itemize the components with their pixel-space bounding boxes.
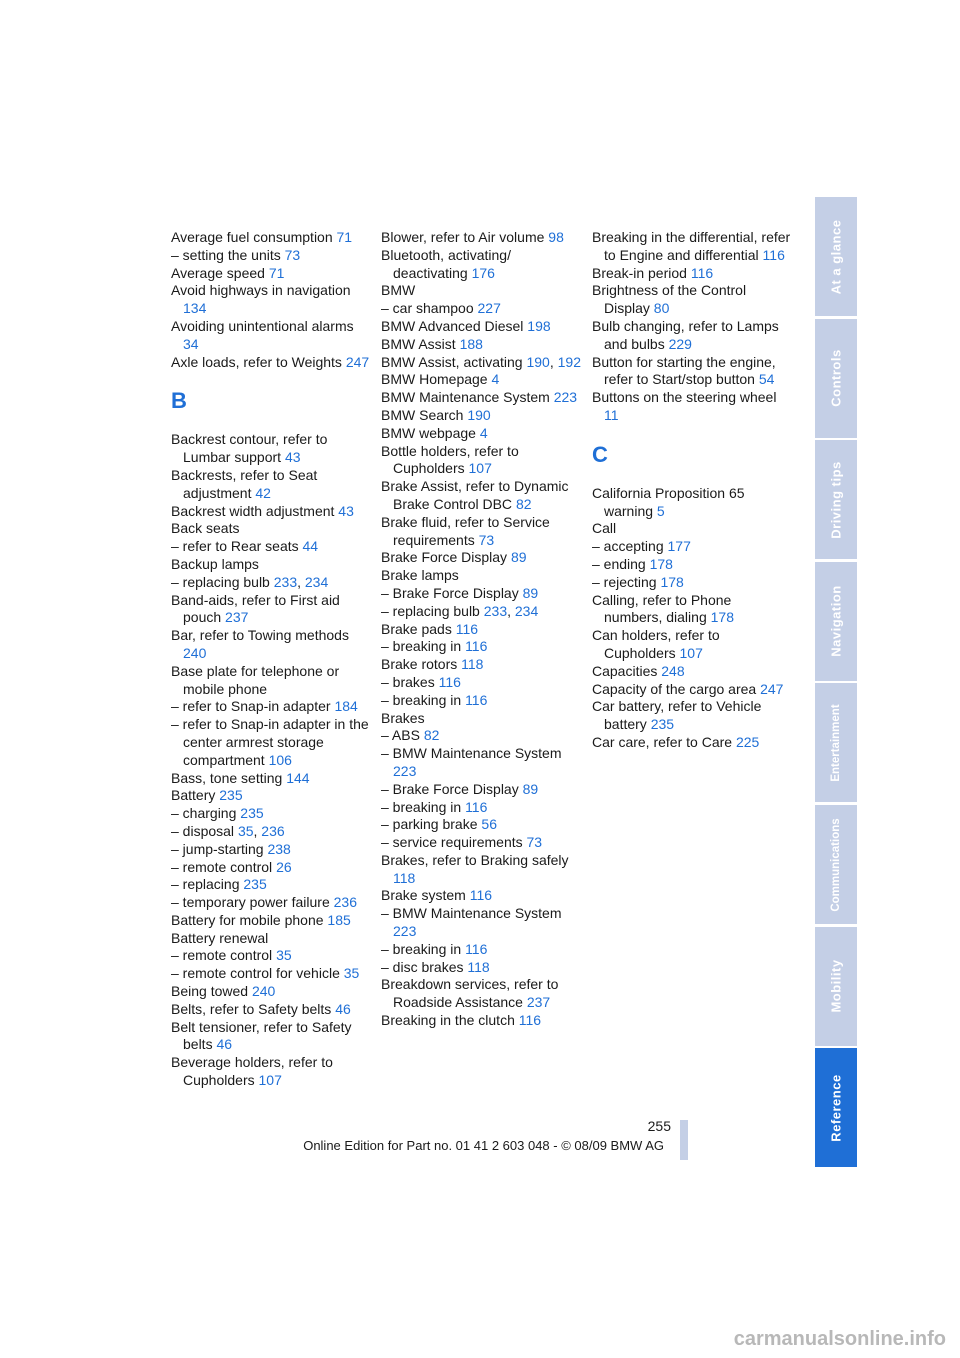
sidebar-tab-entertainment[interactable] xyxy=(815,683,857,802)
page-ref-link[interactable]: 107 xyxy=(468,460,492,477)
index-entry-text: – parking brake xyxy=(381,816,478,833)
page-ref-link[interactable]: 198 xyxy=(527,317,551,334)
index-entry xyxy=(171,930,371,948)
index-entry-text: Bluetooth, activating/ deactivating xyxy=(381,246,511,281)
index-entry xyxy=(381,745,581,781)
index-entry-text: Avoid highways in navigation xyxy=(171,282,351,299)
index-entry xyxy=(171,431,371,467)
index-entry xyxy=(171,592,371,628)
index-entry-text: Breaking in the clutch xyxy=(381,1012,515,1029)
index-entry-text: Axle loads, refer to Weights xyxy=(171,353,342,370)
page-ref-link[interactable]: 4 xyxy=(479,424,488,441)
index-entry xyxy=(592,698,792,734)
index-entry xyxy=(171,698,371,716)
index-entry xyxy=(171,520,371,538)
index-entry-text: BMW Advanced Diesel xyxy=(381,317,524,334)
page-ref-link[interactable]: 236 xyxy=(261,822,285,839)
index-entry xyxy=(381,389,581,407)
index-entry-text: BMW Assist xyxy=(381,335,456,352)
index-entry-text: Brake lamps xyxy=(381,567,459,584)
page-ref-link[interactable]: 192 xyxy=(557,353,581,370)
index-entry xyxy=(381,941,581,959)
index-entry xyxy=(381,852,581,888)
index-entry-text: Backup lamps xyxy=(171,555,259,572)
index-entry xyxy=(592,556,792,574)
page-ref-link[interactable]: 236 xyxy=(333,894,357,911)
page-ref-separator: , xyxy=(507,602,515,619)
page-ref-link[interactable]: 178 xyxy=(710,609,734,626)
index-entry-text: Car care, refer to Care xyxy=(592,733,733,750)
index-entry xyxy=(381,816,581,834)
sidebar-tab-at-a-glance[interactable] xyxy=(815,197,857,316)
index-entry xyxy=(171,556,371,574)
index-entry xyxy=(592,592,792,628)
index-entry xyxy=(171,770,371,788)
index-entry-text: Battery xyxy=(171,787,216,804)
index-entry-text: Average fuel consumption xyxy=(171,229,333,245)
page-ref-link[interactable]: 82 xyxy=(515,495,532,512)
index-entry-text: Car battery, refer to Vehicle battery xyxy=(592,698,762,733)
index-entry-text: Bulb changing, refer to Lamps and bulbs xyxy=(592,317,779,352)
sidebar-tab-communications[interactable] xyxy=(815,805,857,924)
index-entry-text: – BMW Maintenance System xyxy=(381,905,562,922)
index-entry-text: Band-aids, refer to First aid pouch xyxy=(171,591,340,626)
index-entry xyxy=(381,727,581,745)
page-ref-link[interactable]: 238 xyxy=(267,840,291,857)
index-entry-text: Brake fluid, refer to Service requirements xyxy=(381,513,550,548)
page-ref-link[interactable]: 116 xyxy=(455,620,479,637)
page-ref-link[interactable]: 185 xyxy=(327,911,351,928)
index-entry-text: Brake Assist, refer to Dynamic Brake Control DBC xyxy=(381,478,569,512)
index-entry xyxy=(592,663,792,681)
page-ref-link[interactable]: 44 xyxy=(302,538,319,555)
index-entry xyxy=(381,674,581,692)
index-entry xyxy=(592,485,792,521)
page-ref-link[interactable]: 46 xyxy=(216,1036,233,1053)
index-entry-text: Avoiding unintentional alarms xyxy=(171,317,354,334)
index-entry xyxy=(592,681,792,699)
index-entry xyxy=(171,805,371,823)
index-entry xyxy=(171,716,371,769)
index-entry-text: Brightness of the Control Display xyxy=(592,282,747,317)
index-entry-text: Break-in period xyxy=(592,264,687,281)
page-ref-link[interactable]: 98 xyxy=(548,229,564,245)
page-ref-link[interactable]: 73 xyxy=(284,246,301,263)
index-entry xyxy=(592,627,792,663)
page-ref-link[interactable]: 237 xyxy=(225,609,249,626)
index-entry xyxy=(592,282,792,318)
index-entry xyxy=(592,389,792,425)
index-entry-text: – setting the units xyxy=(171,246,281,263)
index-entry-text: – remote control for vehicle xyxy=(171,965,340,982)
index-entry-text: – jump-starting xyxy=(171,840,264,857)
page-ref-link[interactable]: 42 xyxy=(255,484,271,501)
index-entry xyxy=(381,354,581,372)
index-letter-heading: C xyxy=(592,441,608,467)
page-ref-link[interactable]: 89 xyxy=(510,549,527,566)
page-ref-link[interactable]: 26 xyxy=(276,858,292,875)
index-entry xyxy=(592,574,792,592)
index-entry xyxy=(171,983,371,1001)
page-ref-link[interactable]: 71 xyxy=(268,264,285,281)
index-entry-text: – accepting xyxy=(592,538,664,555)
page-ref-link[interactable]: 237 xyxy=(526,994,551,1011)
index-entry-text: Battery for mobile phone xyxy=(171,911,324,928)
page-ref-link[interactable]: 4 xyxy=(491,371,500,388)
page-number-bar xyxy=(680,1120,688,1160)
sidebar-tab-label: Driving tips xyxy=(828,460,844,539)
sidebar-tab-navigation[interactable] xyxy=(815,562,857,681)
page-ref-link[interactable]: 43 xyxy=(338,502,354,519)
index-entry-text: – car shampoo xyxy=(381,300,474,317)
index-entry-text: Call xyxy=(592,520,617,537)
index-entry xyxy=(381,549,581,567)
page-ref-link[interactable]: 247 xyxy=(345,353,370,370)
index-entry xyxy=(171,1019,371,1055)
index-entry-text: – BMW Maintenance System xyxy=(381,745,562,762)
page-ref-link[interactable]: 54 xyxy=(758,371,775,388)
index-entry-text: Belt tensioner, refer to Safety belts xyxy=(171,1018,352,1053)
index-entry xyxy=(381,318,581,336)
page-ref-link[interactable]: 235 xyxy=(243,876,267,893)
index-entry xyxy=(171,282,371,318)
index-entry xyxy=(381,656,581,674)
page-ref-link[interactable]: 71 xyxy=(336,229,353,245)
page-ref-link[interactable]: 190 xyxy=(467,406,491,423)
index-entry-text: California Proposition 65 warning xyxy=(592,484,745,519)
index-entry xyxy=(381,638,581,656)
chapter-sidebar xyxy=(815,197,857,1160)
index-entry-text: Being towed xyxy=(171,983,249,1000)
index-entry-text: Brakes, refer to Braking safely xyxy=(381,851,569,868)
index-entry xyxy=(381,567,581,585)
page-ref-link[interactable]: 234 xyxy=(304,573,329,590)
sidebar-tab-label: Navigation xyxy=(828,585,844,658)
page-ref-link[interactable]: 247 xyxy=(760,680,784,697)
index-entry-text: – replacing bulb xyxy=(381,602,480,619)
page-ref-link[interactable]: 43 xyxy=(284,449,301,466)
page-ref-link[interactable]: 116 xyxy=(465,691,488,708)
page-ref-link[interactable]: 116 xyxy=(465,798,488,815)
sidebar-tab-label: At a glance xyxy=(828,219,844,294)
index-entry xyxy=(592,538,792,556)
index-entry xyxy=(381,247,581,283)
index-entry-text: – refer to Rear seats xyxy=(171,538,299,555)
index-entry xyxy=(171,503,371,521)
index-entry-text: Calling, refer to Phone numbers, dialing xyxy=(592,591,732,626)
page-ref-link[interactable]: 233 xyxy=(273,573,298,590)
sidebar-tab-reference[interactable] xyxy=(815,1048,857,1167)
page-ref-link[interactable]: 240 xyxy=(183,644,207,661)
index-entry-text: BMW Assist, activating xyxy=(381,353,523,370)
index-column-2 xyxy=(381,229,581,1030)
page-ref-link[interactable]: 188 xyxy=(459,335,483,352)
page-ref-link[interactable]: 223 xyxy=(393,923,417,940)
index-entry-text: – rejecting xyxy=(592,573,657,590)
index-entry xyxy=(171,1001,371,1019)
index-entry xyxy=(171,467,371,503)
page-ref-link[interactable]: 34 xyxy=(183,335,199,352)
index-entry-text: – breaking in xyxy=(381,940,462,957)
index-entry-text: Beverage holders, refer to Cupholders xyxy=(171,1054,333,1089)
index-entry xyxy=(381,710,581,728)
page-ref-link[interactable]: 234 xyxy=(514,602,539,619)
index-entry xyxy=(381,425,581,443)
index-entry xyxy=(381,905,581,941)
index-entry xyxy=(592,265,792,283)
index-entry-text: – remote control xyxy=(171,947,273,964)
index-entry-text: Back seats xyxy=(171,520,240,537)
index-entry-text: Brake system xyxy=(381,887,466,904)
index-entry xyxy=(171,354,371,372)
page-number: 255 xyxy=(647,1118,671,1134)
sidebar-tab-label: Communications xyxy=(830,817,842,912)
index-entry-text: Brake Force Display xyxy=(381,549,508,566)
index-entry-text: BMW Search xyxy=(381,406,464,423)
sidebar-tab-label: Entertainment xyxy=(830,704,842,782)
page-ref-link[interactable]: 35 xyxy=(237,822,254,839)
index-entry-text: – remote control xyxy=(171,858,273,875)
index-entry xyxy=(381,229,581,247)
index-entry xyxy=(381,887,581,905)
sidebar-tab-label: Mobility xyxy=(828,959,844,1013)
page-ref-link[interactable]: 227 xyxy=(477,300,501,317)
index-entry-text: BMW Maintenance System xyxy=(381,389,550,406)
index-entry xyxy=(381,621,581,639)
page-ref-link[interactable]: 144 xyxy=(286,769,310,786)
page-ref-separator: , xyxy=(549,353,558,370)
index-entry xyxy=(171,947,371,965)
page-ref-link[interactable]: 106 xyxy=(268,751,292,768)
page-ref-link[interactable]: 229 xyxy=(668,335,692,352)
page-ref-link[interactable]: 235 xyxy=(650,716,675,733)
index-entry xyxy=(381,371,581,389)
page-ref-link[interactable]: 176 xyxy=(471,264,495,281)
index-letter-heading: B xyxy=(171,388,187,414)
index-entry-text: Bottle holders, refer to Cupholders xyxy=(381,442,519,477)
index-entry xyxy=(171,859,371,877)
index-entry-text: – replacing bulb xyxy=(171,573,270,590)
page-ref-link[interactable]: 73 xyxy=(478,531,495,548)
index-entry-text: Brake pads xyxy=(381,620,452,637)
index-entry xyxy=(381,603,581,621)
index-entry-text: – service requirements xyxy=(381,834,523,851)
index-entry xyxy=(171,965,371,983)
index-entry xyxy=(171,318,371,354)
index-entry-text: Breaking in the differential, refer to Engine and differential xyxy=(592,229,791,263)
index-entry xyxy=(381,692,581,710)
index-entry-text: Backrests, refer to Seat adjustment xyxy=(171,466,318,501)
index-entry-text: Breakdown services, refer to Roadside Assistance xyxy=(381,976,559,1011)
index-entry xyxy=(381,514,581,550)
page-ref-link[interactable]: 73 xyxy=(526,834,543,851)
index-entry xyxy=(381,300,581,318)
index-entry xyxy=(381,959,581,977)
index-entry xyxy=(381,282,581,300)
page-ref-link[interactable]: 178 xyxy=(660,573,684,590)
page-ref-link[interactable]: 82 xyxy=(423,727,440,744)
index-entry xyxy=(592,318,792,354)
index-entry-text: Can holders, refer to Cupholders xyxy=(592,627,720,661)
index-entry-text: – breaking in xyxy=(381,798,462,815)
index-entry xyxy=(171,823,371,841)
index-entry-text: Buttons on the steering wheel xyxy=(592,389,777,406)
index-entry-text: – breaking in xyxy=(381,691,462,708)
index-entry xyxy=(381,781,581,799)
page-ref-link[interactable]: 89 xyxy=(522,584,539,601)
index-entry xyxy=(592,354,792,390)
index-entry-text: Brake rotors xyxy=(381,656,458,673)
page-ref-link[interactable]: 107 xyxy=(258,1072,282,1089)
sidebar-tab-label: Reference xyxy=(828,1074,844,1142)
index-entry-text: Bass, tone setting xyxy=(171,769,283,786)
index-entry-text: – disposal xyxy=(171,822,235,839)
sidebar-tab-mobility[interactable] xyxy=(815,927,857,1046)
page-ref-link[interactable]: 116 xyxy=(762,246,785,263)
index-entry xyxy=(171,627,371,663)
page-ref-link[interactable]: 116 xyxy=(465,638,488,655)
page-ref-link[interactable]: 235 xyxy=(219,787,243,804)
page-ref-link[interactable]: 118 xyxy=(461,656,484,673)
index-entry-text: – ending xyxy=(592,555,646,572)
index-entry-text: BMW webpage xyxy=(381,424,476,441)
page-ref-link[interactable]: 107 xyxy=(679,644,703,661)
page-ref-link[interactable]: 89 xyxy=(522,780,539,797)
index-entry-text: – refer to Snap-in adapter in the center armrest storage compartment xyxy=(171,716,369,768)
page-ref-link[interactable]: 177 xyxy=(667,538,691,555)
index-entry-text: Blower, refer to Air volume xyxy=(381,229,545,245)
sidebar-tab-controls[interactable] xyxy=(815,319,857,438)
index-entry xyxy=(171,787,371,805)
index-entry-text: Button for starting the engine, refer to Start/stop button xyxy=(592,353,776,388)
index-column-3 xyxy=(592,229,792,752)
index-column-1 xyxy=(171,229,371,1090)
index-entry xyxy=(171,247,371,265)
page-ref-link[interactable]: 118 xyxy=(467,958,490,975)
index-entry-text: – disc brakes xyxy=(381,958,464,975)
page-ref-link[interactable]: 35 xyxy=(343,965,360,982)
page-ref-link[interactable]: 225 xyxy=(735,733,760,750)
index-entry xyxy=(171,841,371,859)
page-ref-link[interactable]: 118 xyxy=(393,869,416,886)
index-entry-text: – charging xyxy=(171,805,237,822)
index-entry-text: BMW Homepage xyxy=(381,371,488,388)
sidebar-tab-label: Controls xyxy=(828,349,844,407)
page-ref-link[interactable]: 233 xyxy=(483,602,508,619)
index-entry-text: – replacing xyxy=(171,876,240,893)
index-entry xyxy=(592,520,792,538)
page-ref-link[interactable]: 116 xyxy=(690,264,714,281)
page-ref-link[interactable]: 190 xyxy=(526,353,550,370)
index-entry-text: Battery renewal xyxy=(171,929,269,946)
page-ref-separator: , xyxy=(297,573,305,590)
page-ref-link[interactable]: 235 xyxy=(240,805,264,822)
index-entry xyxy=(381,976,581,1012)
index-entry xyxy=(171,1054,371,1090)
page-ref-link[interactable]: 184 xyxy=(334,698,358,715)
index-entry-text: – refer to Snap-in adapter xyxy=(171,698,331,715)
page-ref-link[interactable]: 56 xyxy=(481,816,497,833)
index-entry xyxy=(381,834,581,852)
index-entry xyxy=(592,734,792,752)
page-ref-link[interactable]: 248 xyxy=(661,662,685,679)
page-ref-separator: , xyxy=(253,822,262,839)
index-entry-text: – Brake Force Display xyxy=(381,780,519,797)
index-entry xyxy=(171,663,371,699)
index-entry-text: Capacity of the cargo area xyxy=(592,680,757,697)
page-ref-link[interactable]: 80 xyxy=(653,300,670,317)
index-entry xyxy=(592,229,792,265)
sidebar-tab-driving-tips[interactable] xyxy=(815,440,857,559)
page-ref-link[interactable]: 46 xyxy=(335,1000,351,1017)
page-ref-link[interactable]: 116 xyxy=(518,1012,542,1029)
page-ref-link[interactable]: 5 xyxy=(656,502,665,519)
index-entry-text: Backrest contour, refer to Lumbar support xyxy=(171,431,328,466)
index-entry-text: Average speed xyxy=(171,264,265,281)
index-entry xyxy=(381,1012,581,1030)
page-ref-link[interactable]: 116 xyxy=(465,940,488,957)
index-entry-text: Backrest width adjustment xyxy=(171,502,335,519)
page-ref-link[interactable]: 35 xyxy=(276,947,292,964)
page-ref-link[interactable]: 178 xyxy=(649,555,673,572)
index-entry xyxy=(171,574,371,592)
index-entry-text: – Brake Force Display xyxy=(381,584,519,601)
index-entry xyxy=(381,799,581,817)
index-entry-text: – brakes xyxy=(381,673,435,690)
page-ref-link[interactable]: 223 xyxy=(553,389,578,406)
index-entry-text: Capacities xyxy=(592,662,658,679)
watermark: carmanualsonline.info xyxy=(733,1328,946,1350)
index-entry-text: – breaking in xyxy=(381,638,462,655)
index-entry-text: Brakes xyxy=(381,709,425,726)
index-entry xyxy=(171,894,371,912)
index-entry xyxy=(171,229,371,247)
page-ref-link[interactable]: 134 xyxy=(183,300,207,317)
page-ref-link[interactable]: 116 xyxy=(469,887,493,904)
page-ref-link[interactable]: 223 xyxy=(393,762,417,779)
index-entry-text: Belts, refer to Safety belts xyxy=(171,1000,332,1017)
index-entry xyxy=(381,585,581,603)
index-entry xyxy=(381,336,581,354)
index-entry xyxy=(381,443,581,479)
footer-edition-text: Online Edition for Part no. 01 41 2 603 048 - © 08/09 BMW AG xyxy=(303,1138,664,1153)
index-entry-text: Bar, refer to Towing methods xyxy=(171,627,349,644)
page-ref-link[interactable]: 116 xyxy=(438,673,461,690)
index-entry-text: Base plate for telephone or mobile phone xyxy=(171,662,340,697)
page-ref-link[interactable]: 11 xyxy=(604,406,619,423)
index-entry xyxy=(171,912,371,930)
index-entry xyxy=(381,478,581,514)
index-entry-text: – ABS xyxy=(381,727,420,744)
index-entry-text: BMW xyxy=(381,282,416,299)
index-entry xyxy=(171,876,371,894)
index-entry xyxy=(171,265,371,283)
index-entry xyxy=(171,538,371,556)
page-ref-link[interactable]: 240 xyxy=(251,983,276,1000)
index-entry-text: – temporary power failure xyxy=(171,894,330,911)
index-entry xyxy=(381,407,581,425)
